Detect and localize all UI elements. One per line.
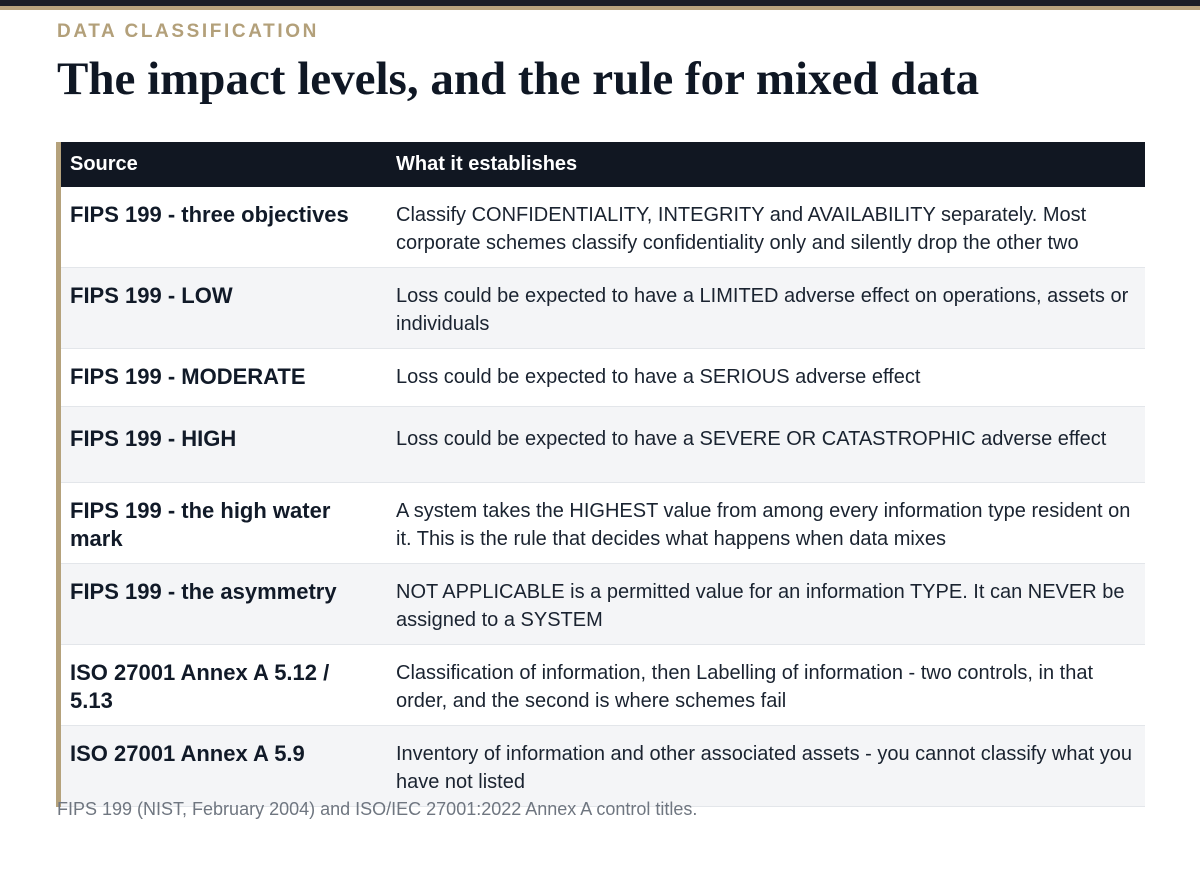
- table-row: [61, 268, 1145, 349]
- establishes-cell: Classification of information, then Labelling of information - two controls, in that order, and the second is where schemes fail: [387, 645, 1145, 726]
- column-header-source: Source: [61, 142, 387, 187]
- page-title: The impact levels, and the rule for mixed data: [57, 53, 980, 105]
- establishes-cell: NOT APPLICABLE is a permitted value for an information TYPE. It can NEVER be assigned to a SYSTEM: [387, 564, 1145, 645]
- table-row: [61, 483, 1145, 564]
- classification-table: [61, 142, 1145, 807]
- source-cell: FIPS 199 - three objectives: [61, 187, 387, 268]
- source-cell: ISO 27001 Annex A 5.9: [61, 726, 387, 807]
- top-accent-rule: [0, 0, 1200, 10]
- source-cell: FIPS 199 - the high water mark: [61, 483, 387, 564]
- classification-table-wrapper: [56, 142, 1145, 807]
- table-row: [61, 349, 1145, 407]
- source-cell: FIPS 199 - LOW: [61, 268, 387, 349]
- table-row: [61, 564, 1145, 645]
- table-row: [61, 726, 1145, 807]
- table-row: [61, 645, 1145, 726]
- source-cell: ISO 27001 Annex A 5.12 / 5.13: [61, 645, 387, 726]
- column-header-what-it-establishes: What it establishes: [387, 142, 1145, 187]
- table-header: [61, 142, 1145, 187]
- establishes-cell: Loss could be expected to have a SEVERE OR CATASTROPHIC adverse effect: [387, 407, 1145, 483]
- establishes-cell: Loss could be expected to have a SERIOUS adverse effect: [387, 349, 1145, 407]
- source-cell: FIPS 199 - MODERATE: [61, 349, 387, 407]
- table-row: [61, 187, 1145, 268]
- source-cell: FIPS 199 - the asymmetry: [61, 564, 387, 645]
- source-footnote: FIPS 199 (NIST, February 2004) and ISO/IEC 27001:2022 Annex A control titles.: [57, 799, 698, 819]
- establishes-cell: Inventory of information and other associated assets - you cannot classify what you have not listed: [387, 726, 1145, 807]
- establishes-cell: A system takes the HIGHEST value from among every information type resident on it. This is the rule that decides what happens when data mixes: [387, 483, 1145, 564]
- establishes-cell: Classify CONFIDENTIALITY, INTEGRITY and AVAILABILITY separately. Most corporate schemes classify confidentiality only and silently drop the other two: [387, 187, 1145, 268]
- section-eyebrow: DATA CLASSIFICATION: [57, 21, 319, 42]
- establishes-cell: Loss could be expected to have a LIMITED adverse effect on operations, assets or individuals: [387, 268, 1145, 349]
- source-cell: FIPS 199 - HIGH: [61, 407, 387, 483]
- table-header-row: [61, 142, 1145, 187]
- table-row: [61, 407, 1145, 483]
- table-body: [61, 187, 1145, 807]
